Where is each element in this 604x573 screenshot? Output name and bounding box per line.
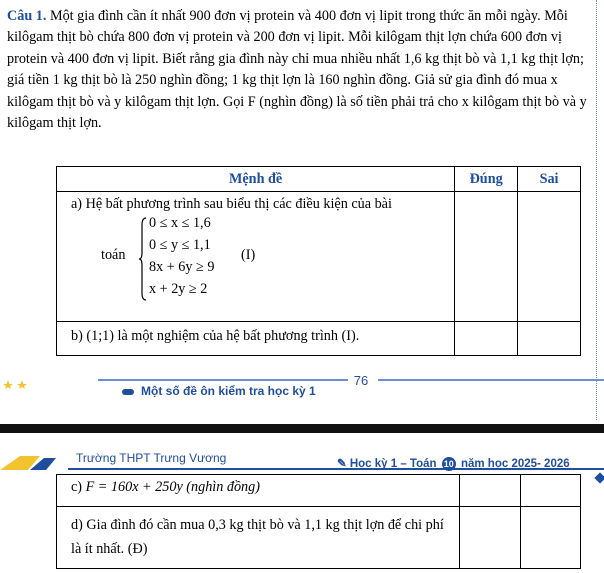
term-prefix: Học kỳ 1 – Toán	[349, 458, 437, 470]
footer-line-left	[98, 379, 348, 381]
question-label: Câu 1.	[7, 8, 47, 24]
question-text: Một gia đình cần ít nhất 900 đơn vị protein và 400 đơn vị lipit trong thức ăn mỗi ngày. Mỗi kilôgam thịt bò chứa 800 đơn vị protein và 200 đơn vị lipit. Mỗi kilôgam thịt lợn chứa 600 đơn vị protein và 400 đơn vị lipit. Biết rằng gia đình này chỉ mua nhiều nhất 1,6 kg thịt bò và 1,1 kg thịt lợn; giá tiền 1 kg thịt bò là 250 nghìn đồng; 1 kg thịt lợn là 160 nghìn đồng. Giả sử gia đình đó mua x kilôgam thịt bò và y kilôgam thịt lợn. Gọi F (nghìn đồng) là số tiền phải trả cho x kilôgam thịt bò và y kilôgam thịt lợn.	[7, 8, 587, 132]
page-number: 76	[353, 373, 369, 388]
row-d-text: Gia đình đó cần mua 0,3 kg thịt bò và 1,1 kg thịt lợn để chi phí là ít nhất. (Đ)	[71, 517, 444, 557]
ineq-3: 8x + 6y ≥ 9	[149, 259, 215, 275]
row-c-false-cell[interactable]	[520, 475, 580, 507]
row-c-prefix: c)	[71, 479, 83, 495]
page-separator	[0, 424, 604, 433]
row-b-true-cell[interactable]	[455, 322, 518, 356]
row-c-statement	[57, 475, 460, 507]
ineq-1: 0 ≤ x ≤ 1,6	[149, 215, 211, 231]
row-a-statement	[57, 192, 455, 322]
row-d-false-cell[interactable]	[520, 507, 580, 569]
row-d-true-cell[interactable]	[460, 507, 520, 569]
stars-icon	[0, 376, 40, 394]
header-false: Sai	[518, 167, 581, 192]
row-b-text: (1;1) là một nghiệm của hệ bất phương trình (I).	[86, 328, 360, 344]
grade-circle-icon: 10	[443, 458, 454, 469]
row-d-statement	[57, 507, 460, 569]
row-a-prefix: a)	[71, 196, 83, 212]
system-tag: (I)	[241, 247, 256, 263]
school-name: Trường THPT Trưng Vương	[76, 451, 227, 465]
inequality-system	[73, 213, 448, 313]
ineq-4: x + 2y ≥ 2	[149, 281, 208, 297]
row-b-statement	[57, 322, 455, 356]
row-b-prefix: b)	[71, 328, 83, 344]
row-b-false-cell[interactable]	[518, 322, 581, 356]
question-block	[7, 6, 599, 134]
header-statement: Mệnh đề	[57, 167, 455, 192]
book-title: Một số đề ôn kiểm tra học kỳ 1	[141, 384, 316, 398]
footer-bullet-icon	[122, 389, 134, 395]
school-year: năm học 2025- 2026	[460, 458, 570, 470]
row-a-false-cell[interactable]	[518, 192, 581, 322]
row-c-true-cell[interactable]	[460, 475, 520, 507]
row-d-prefix: d)	[71, 517, 83, 533]
row-c-text: F = 160x + 250y (nghìn đồng)	[85, 479, 260, 495]
row-a-text-2: toán	[101, 247, 126, 263]
ineq-2: 0 ≤ y ≤ 1,1	[149, 237, 211, 253]
edit-icon: ✎	[337, 458, 347, 470]
term-label	[337, 456, 570, 471]
statement-table	[56, 166, 581, 356]
header-true: Đúng	[455, 167, 518, 192]
brace-icon	[139, 217, 147, 301]
statement-table-continued	[56, 474, 581, 569]
row-a-text-1: Hệ bất phương trình sau biểu thị các điều kiện của bài	[85, 196, 392, 212]
diamond-icon	[594, 472, 604, 483]
footer-line-right	[378, 379, 604, 381]
row-a-true-cell[interactable]	[455, 192, 518, 322]
